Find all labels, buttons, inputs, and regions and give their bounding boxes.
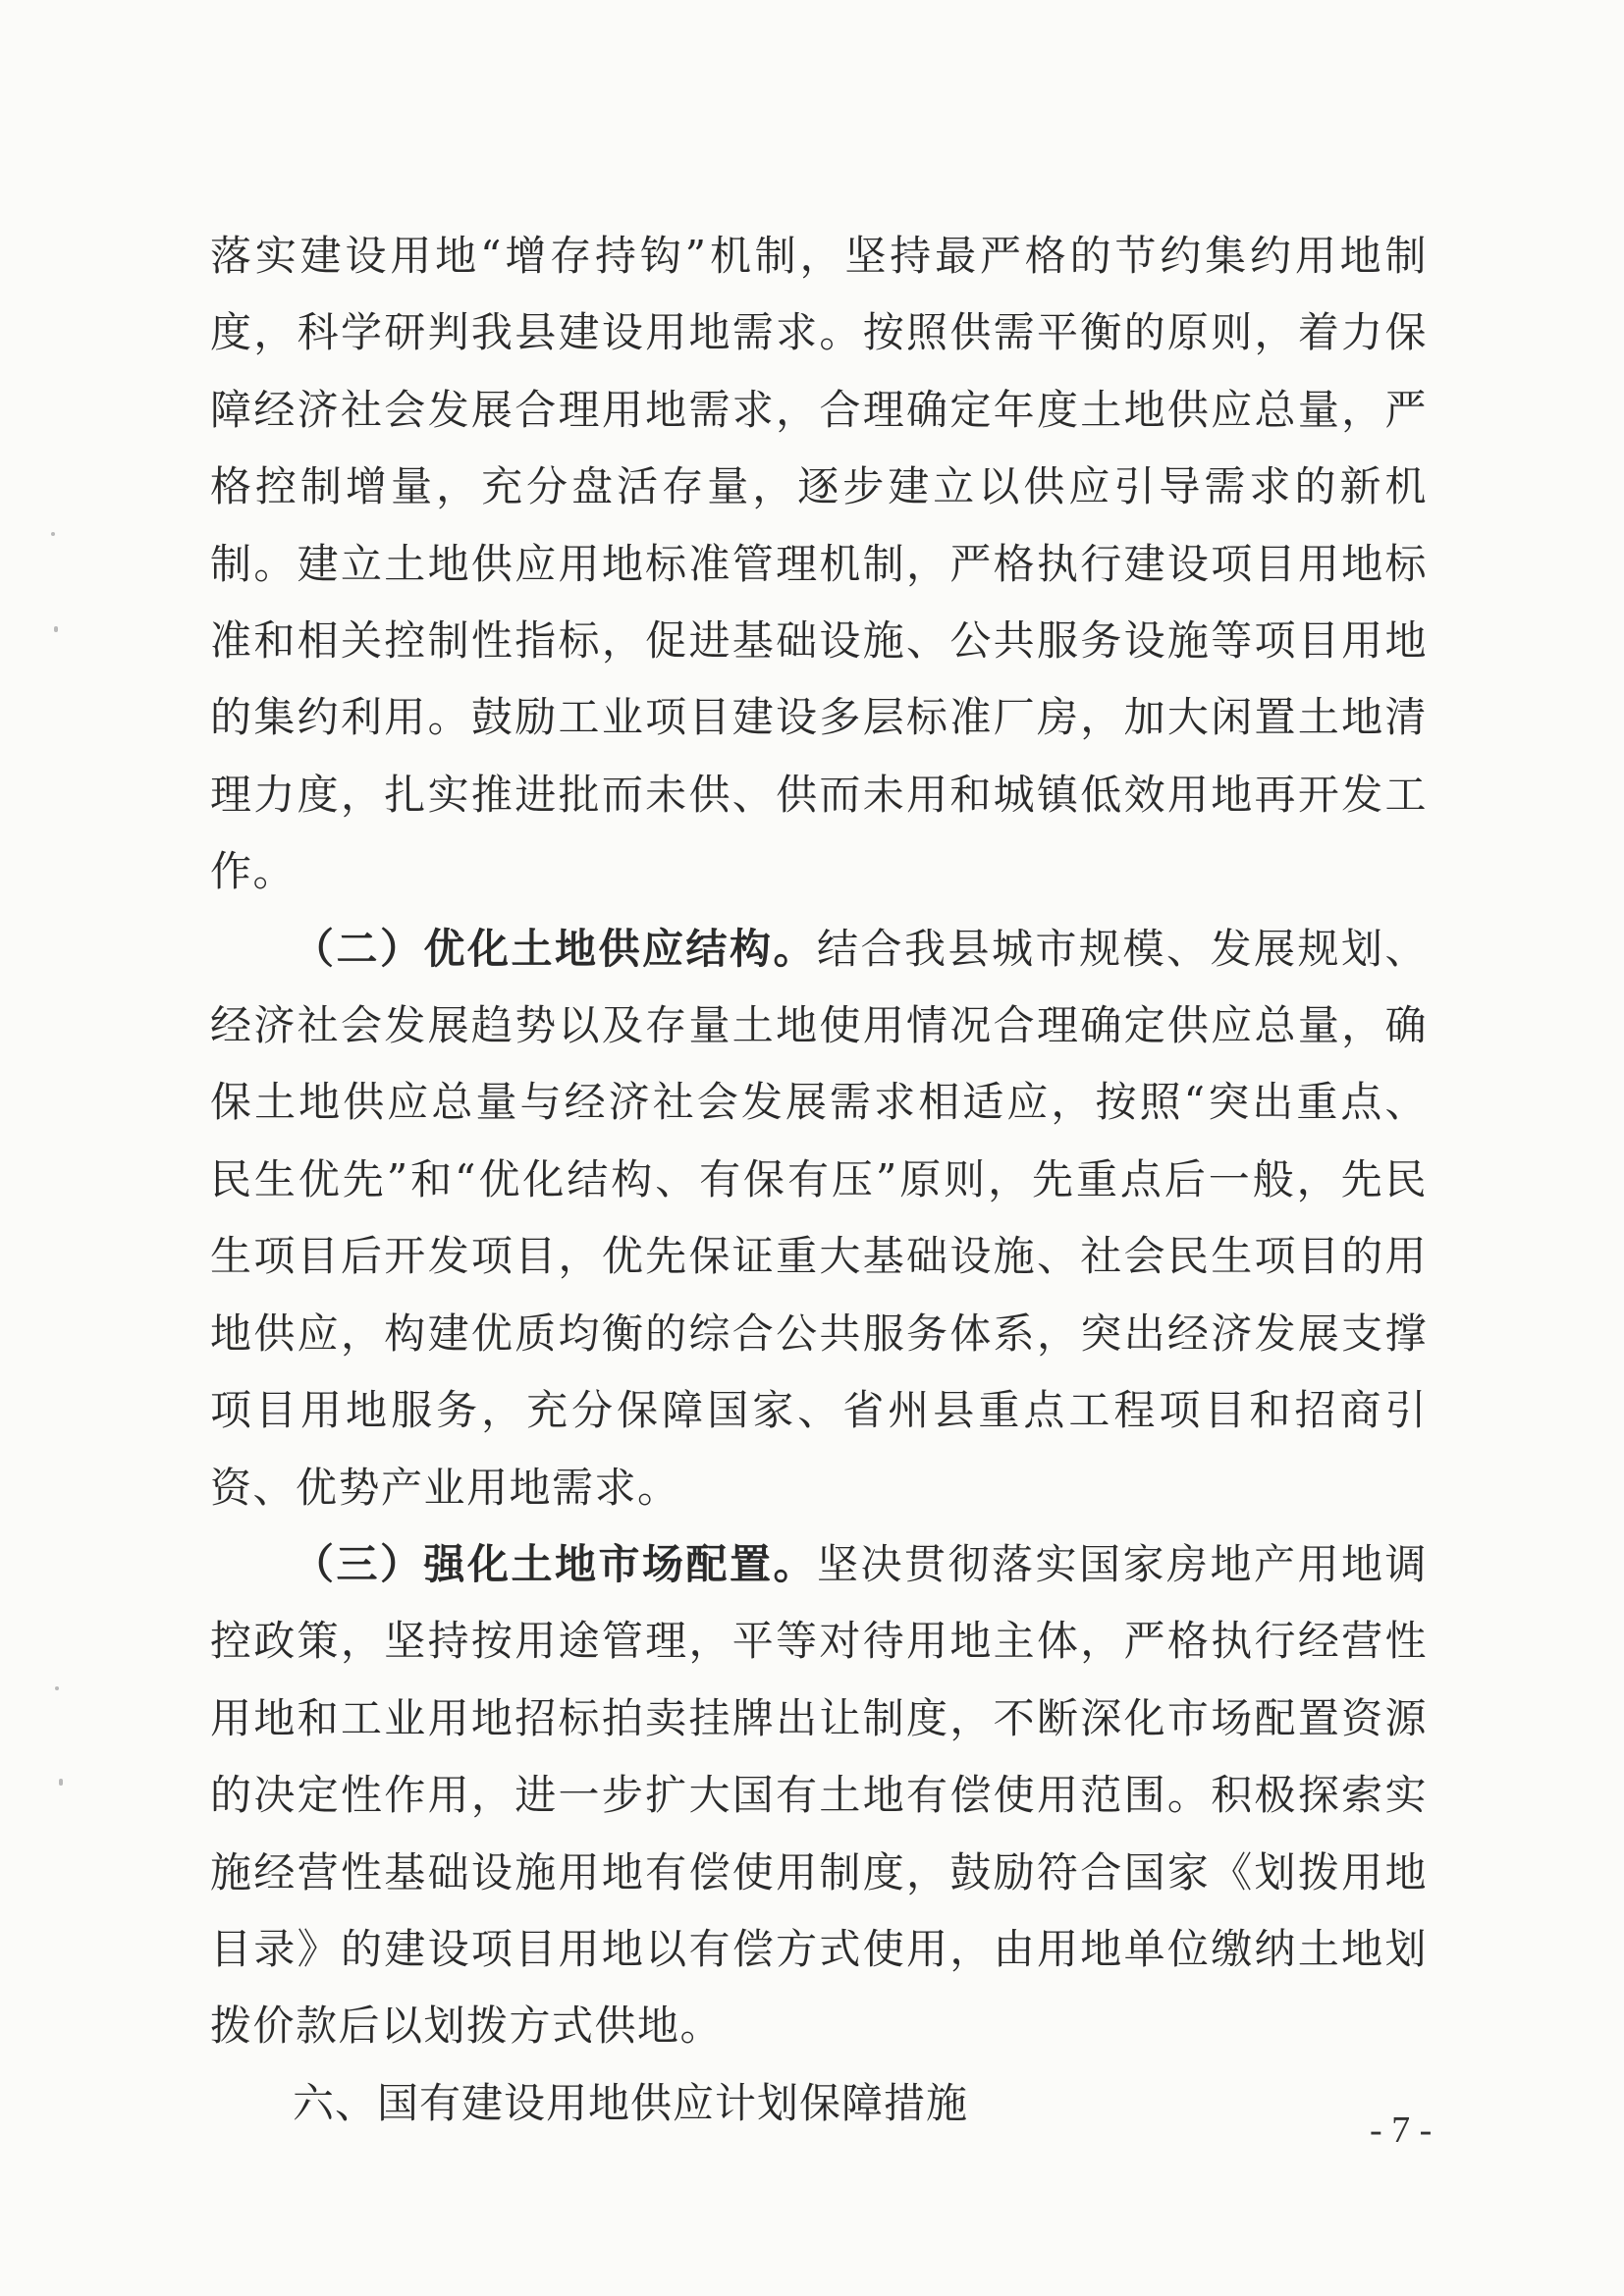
scan-speck (54, 626, 58, 632)
body-text (210, 218, 1428, 2142)
paragraph-heading: （三）强化土地市场配置。 (293, 1539, 817, 1588)
scan-speck (59, 1779, 63, 1786)
paragraph-text: 坚决贯彻落实国家房地产用地调控政策，坚持按用途管理，平等对待用地主体，严格执行经营性用地和工业用地招标拍卖挂牌出让制度，不断深化市场配置资源的决定性作用，进一步扩大国有土地有偿使用范围。积极探索实施经营性基础设施用地有偿使用制度，鼓励符合国家《划拨用地目录》的建设项目用地以有偿方式使用，由用地单位缴纳土地划拨价款后以划拨方式供地。 (210, 1539, 1428, 2051)
paragraph-strengthen-market-allocation (210, 1526, 1428, 2065)
scan-speck (55, 1686, 59, 1690)
paragraph-heading: （二）优化土地供应结构。 (293, 924, 817, 973)
paragraph-text: 落实建设用地“增存持钩”机制，坚持最严格的节约集约用地制度，科学研判我县建设用地需求。按照供需平衡的原则，着力保障经济社会发展合理用地需求，合理确定年度土地供应总量，严格控制增量，充分盘活存量，逐步建立以供应引导需求的新机制。建立土地供应用地标准管理机制，严格执行建设项目用地标准和相关控制性指标，促进基础设施、公共服务设施等项目用地的集约利用。鼓励工业项目建设多层标准厂房，加大闲置土地清理力度，扎实推进批而未供、供而未用和城镇低效用地再开发工作。 (210, 232, 1428, 896)
section-heading: 六、国有建设用地供应计划保障措施 (293, 2078, 969, 2127)
paragraph-optimize-supply-structure (210, 911, 1428, 1526)
paragraph-land-use-mechanism (210, 218, 1428, 911)
page-number: - 7 - (1370, 2109, 1433, 2151)
paragraph-text: 结合我县城市规模、发展规划、经济社会发展趋势以及存量土地使用情况合理确定供应总量，确保土地供应总量与经济社会发展需求相适应，按照“突出重点、民生优先”和“优化结构、有保有压”原则，先重点后一般，先民生项目后开发项目，优先保证重大基础设施、社会民生项目的用地供应，构建优质均衡的综合公共服务体系，突出经济发展支撑项目用地服务，充分保障国家、省州县重点工程项目和招商引资、优势产业用地需求。 (210, 924, 1428, 1512)
scan-speck (51, 532, 55, 536)
